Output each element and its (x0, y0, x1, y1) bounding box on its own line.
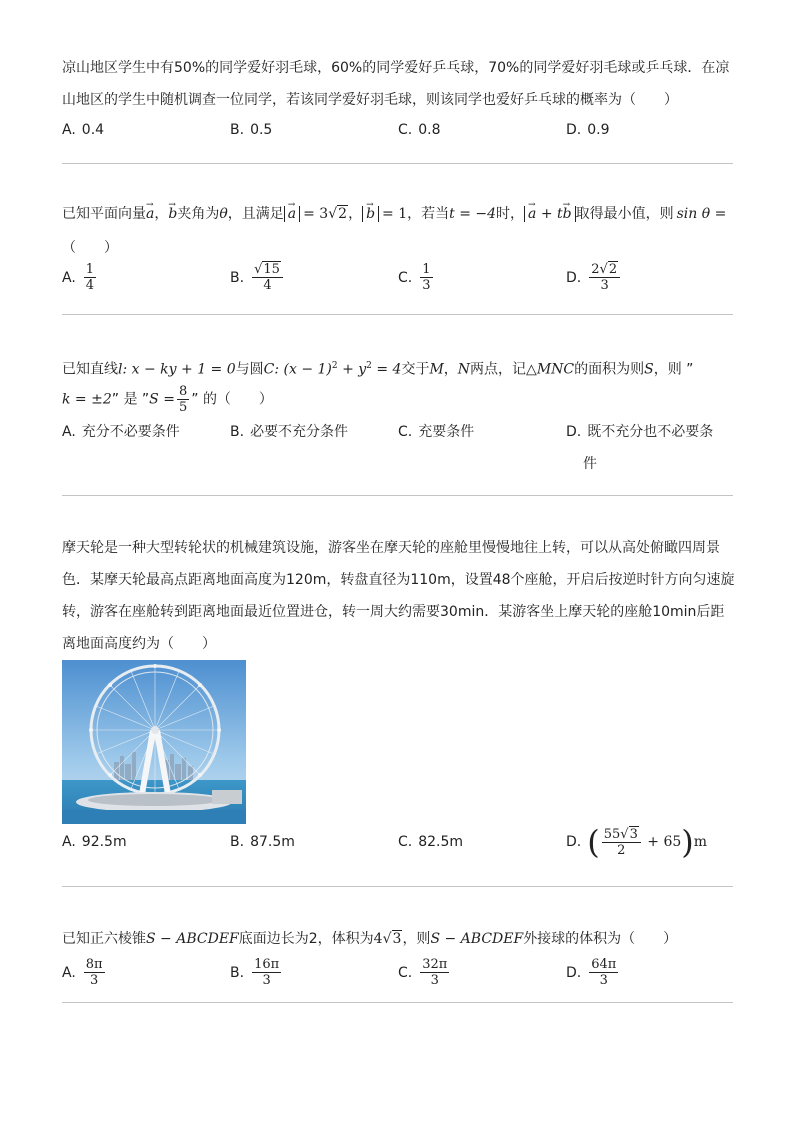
option-b: B. 87.5m (230, 834, 295, 850)
option-d: D. $\frac{2√2}{3}$ (566, 262, 622, 293)
option-d: D. 0.9 (566, 122, 610, 138)
divider (62, 886, 733, 887)
question-3-text-line-1: 已知直线l: x − ky + 1 = 0与圆C: $(x - 1)^2 + y^2 = 4$交于M，N两点，记△MNC的面积为则S，则 ” (62, 361, 694, 378)
option-a: A. $\frac{1}{4}$ (62, 262, 95, 293)
option-d-wrap: 件 (583, 456, 597, 472)
option-c: C. 0.8 (398, 122, 441, 138)
question-4-text-line-2: 色．某摩天轮最高点距离地面高度为120m，转盘直径为110m，设置48个座舱，开启后按逆时针方向匀速旋 (62, 572, 735, 588)
divider (62, 495, 733, 496)
option-b: B. 必要不充分条件 (230, 424, 349, 440)
option-d: D. ( $\frac{55√3}{2}$ + 65)m (566, 823, 708, 861)
option-a: A. $\frac{8\pi}{3}$ (62, 957, 103, 988)
option-d: D. 既不充分也不必要条 (566, 424, 714, 440)
ferris-wheel-photo (62, 660, 246, 824)
option-b: B. $\frac{√15}{4}$ (230, 262, 285, 293)
question-2-text-line-2: （ ） (62, 240, 118, 256)
option-a: A. 0.4 (62, 122, 105, 138)
question-5-text-line-1: 已知正六棱锥S − ABCDEF底面边长为2，体积为4√3，则S − ABCDEF外接球的体积为（ ） (62, 931, 678, 947)
option-b: B. $\frac{16\pi}{3}$ (230, 957, 280, 988)
divider (62, 163, 733, 164)
question-4-text-line-3: 转，游客在座舱转到距离地面最近位置进仓，转一周大约需要30min．某游客坐上摩天轮的座舱10min后距 (62, 604, 725, 620)
option-c: C. $\frac{1}{3}$ (398, 262, 431, 293)
question-3-text-line-2: k = ±2” 是 ”S = $\frac{8}{5}$ ” 的（ ） (62, 384, 273, 415)
option-d: D. $\frac{64\pi}{3}$ (566, 957, 617, 988)
question-4-text-line-1: 摩天轮是一种大型转轮状的机械建筑设施，游客坐在摩天轮的座舱里慢慢地往上转，可以从高处俯瞰四周景 (62, 540, 720, 556)
option-a: A. 充分不必要条件 (62, 424, 180, 440)
divider (62, 1002, 733, 1003)
question-4-text-line-4: 离地面高度约为（ ） (62, 636, 216, 652)
option-c: C. 充要条件 (398, 424, 475, 440)
question-1-text-line-1: 凉山地区学生中有50%的同学爱好羽毛球，60%的同学爱好乒乓球，70%的同学爱好羽毛球或乒乓球．在凉 (62, 60, 730, 76)
option-a: A. 92.5m (62, 834, 127, 850)
option-c: C. 82.5m (398, 834, 464, 850)
question-1-text-line-2: 山地区的学生中随机调查一位同学，若该同学爱好羽毛球，则该同学也爱好乒乓球的概率为（ ） (62, 92, 678, 108)
option-b: B. 0.5 (230, 122, 273, 138)
divider (62, 314, 733, 315)
option-c: C. $\frac{32\pi}{3}$ (398, 957, 448, 988)
question-2-text-line-1: 已知平面向量→ a，→ b夹角为θ，且满足→ a = 3√2，→ b = 1，若当t = −4时，→ a + t→ b 取得最小值，则 sin θ = (62, 204, 726, 224)
